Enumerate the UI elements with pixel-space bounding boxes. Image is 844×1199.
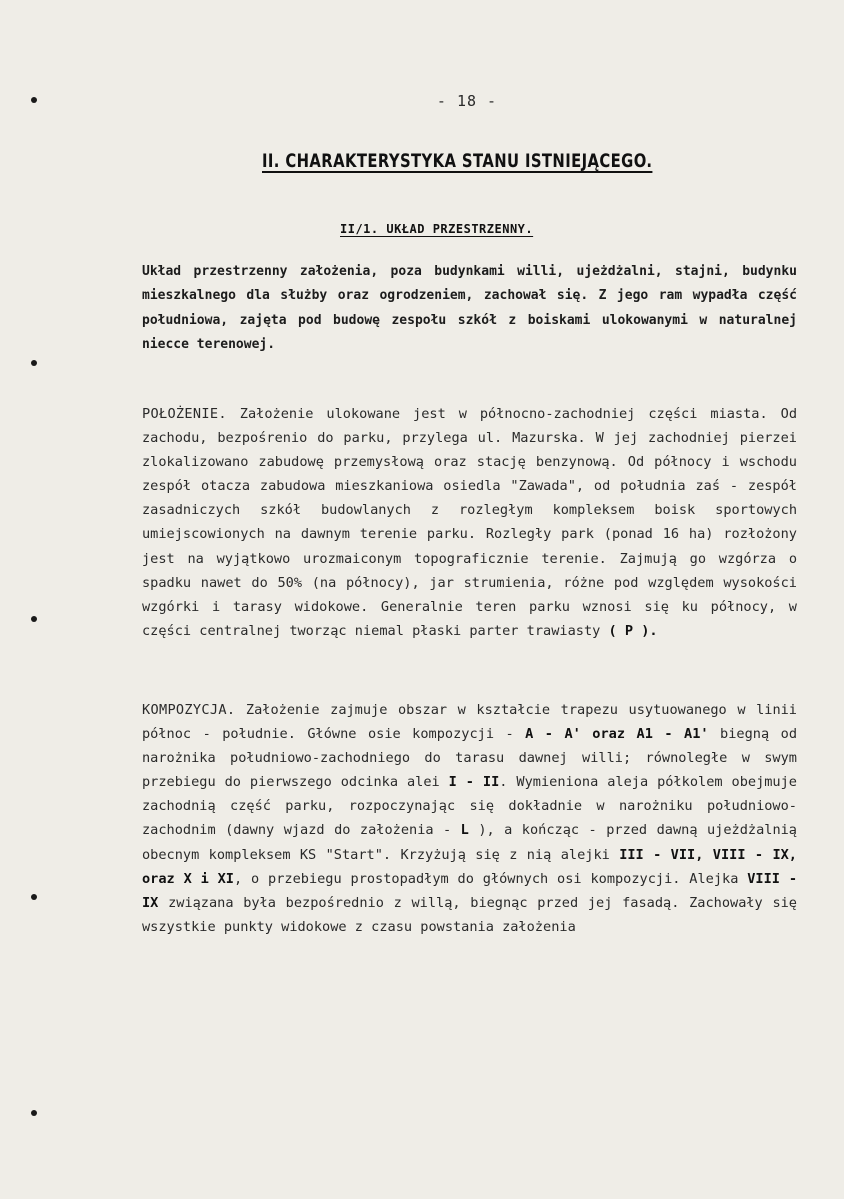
kompozycja-label: KOMPOZYCJA.	[142, 702, 236, 718]
punch-hole-4	[31, 894, 37, 900]
kompozycja-entry-marker: L	[460, 822, 469, 839]
page-number: - 18 -	[436, 92, 498, 110]
kompozycja-text-4: ), a kończąc - przed dawną ujeżdżalnią obecnym kompleksem KS "Start". Krzyżują się z nią alejki	[142, 822, 797, 863]
kompozycja-paragraph	[142, 698, 797, 939]
kompozycja-alley-2: VIII - IX	[142, 870, 798, 911]
kompozycja-text-2: biegną od narożnika południowo-zachodniego do tarasu dawnej willi; równoległe w swym przebiegu do pierwszego odcinka alei	[142, 726, 798, 791]
punch-hole-3	[31, 616, 37, 622]
chapter-title: II. CHARAKTERYSTYKA STANU ISTNIEJĄCEGO.	[262, 150, 653, 172]
punch-hole-2	[31, 360, 37, 366]
kompozycja-text-1: Założenie zajmuje obszar w kształcie trapezu usytuowanego w linii północ - południe. Główne osie kompozycji -	[142, 702, 797, 743]
kompozycja-text-6: związana była bezpośrednio z willą, biegnąc przed jej fasadą. Zachowały się wszystkie punkty widokowe z czasu powstania założenia	[142, 894, 797, 935]
punch-hole-5	[31, 1110, 37, 1116]
kompozycja-alleys: III - VII, VIII - IX, oraz X i XI	[142, 846, 797, 887]
polozenie-text: Założenie ulokowane jest w północno-zachodniej części miasta. Od zachodu, bezpośrenio do parku, przylega ul. Mazurska. W jej zachodniej pierzei zlokalizowano zabudowę przemysłową oraz stację benzynową. Od północy i wschodu zespół otacza zabudowa mieszkaniowa osiedla "Zawada", od południa zaś - zespół zasadniczych szkół budowlanych z rozległym kompleksem boisk sportowych umiejscowionych na dawnym terenie parku. Rozległy park (ponad 16 ha) rozłożony jest na wyjątkowo urozmaiconym topograficznie terenie. Zajmują go wzgórza o spadku nawet do 50% (na północy), jar strumienia, różne pod względem wysokości wzgórki i tarasy widokowe. Generalnie teren parku wznosi się ku północy, w części centralnej tworząc niemal płaski parter trawiasty	[142, 406, 797, 639]
intro-paragraph: Układ przestrzenny założenia, poza budynkami willi, ujeżdżalni, stajni, budynku mieszkalnego dla służby oraz ogrodzeniem, zachował się. Z jego ram wypadła część południowa, zajęta pod budowę zespołu szkół z boiskami ulokowanymi w naturalnej niecce terenowej.	[142, 264, 797, 352]
polozenie-paragraph	[142, 402, 797, 643]
section-title: II/1. UKŁAD PRZESTRZENNY.	[340, 222, 534, 236]
polozenie-end-marker: ( P ).	[608, 622, 658, 639]
kompozycja-alley-1: I - II	[448, 774, 500, 791]
kompozycja-text-5: , o przebiegu prostopadłym do głównych osi kompozycji. Alejka	[233, 870, 748, 887]
kompozycja-axes: A - A' oraz A1 - A1'	[525, 726, 709, 743]
kompozycja-text-3: . Wymieniona aleja półkolem obejmuje zachodnią część parku, rozpoczynając się dokładnie w narożniku południowo-zachodnim (dawny wjazd do założenia -	[142, 774, 797, 839]
polozenie-label: POŁOŻENIE.	[142, 406, 227, 422]
